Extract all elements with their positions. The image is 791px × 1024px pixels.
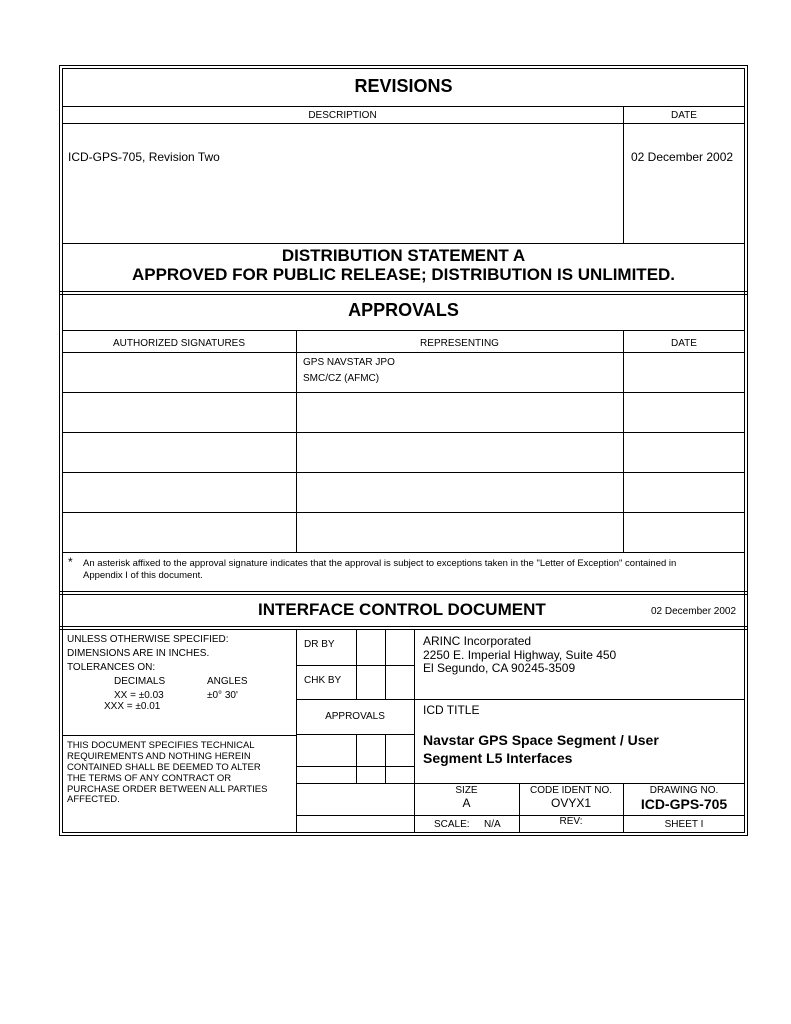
- divider: [296, 783, 414, 784]
- statement-line3: CONTAINED SHALL BE DEEMED TO ALTER: [67, 762, 261, 773]
- revision-entry-date: 02 December 2002: [631, 150, 734, 164]
- divider: [62, 352, 745, 353]
- drawing-number-label: DRAWING NO.: [649, 785, 719, 796]
- signature-row-divider: [62, 472, 745, 473]
- statement-line6: AFFECTED.: [67, 794, 120, 805]
- approvals-signatures-header: AUTHORIZED SIGNATURES: [112, 338, 246, 349]
- divider: [59, 626, 748, 627]
- chk-by-label: CHK BY: [304, 675, 342, 686]
- decimals-label: DECIMALS: [114, 676, 166, 687]
- statement-line2: REQUIREMENTS AND NOTHING HEREIN: [67, 751, 251, 762]
- divider: [59, 594, 748, 595]
- signature-row-divider: [62, 512, 745, 513]
- approvals-representing-header: REPRESENTING: [420, 338, 499, 349]
- divider: [414, 783, 745, 784]
- divider: [62, 330, 745, 331]
- divider: [296, 734, 414, 735]
- distribution-release-line: APPROVED FOR PUBLIC RELEASE; DISTRIBUTION IS UNLIMITED.: [131, 265, 676, 284]
- decimal-xx-tolerance: XX = ±0.03: [114, 690, 164, 701]
- icd-heading: INTERFACE CONTROL DOCUMENT: [258, 600, 546, 619]
- approvals-title: APPROVALS: [348, 300, 459, 320]
- representing-smc: SMC/CZ (AFMC): [303, 373, 380, 384]
- divider: [623, 330, 624, 552]
- divider: [623, 106, 624, 243]
- angles-label: ANGLES: [207, 676, 248, 687]
- signature-row-divider: [62, 392, 745, 393]
- approvals-date-header: DATE: [671, 338, 697, 349]
- size-label: SIZE: [455, 785, 478, 796]
- code-ident-value: OVYX1: [550, 796, 592, 810]
- approvals-label: APPROVALS: [325, 711, 385, 722]
- divider: [296, 665, 414, 666]
- statement-line4: THE TERMS OF ANY CONTRACT OR: [67, 773, 232, 784]
- divider: [385, 734, 386, 783]
- divider: [356, 629, 357, 699]
- company-address-line2: El Segundo, CA 90245-3509: [423, 661, 576, 675]
- signature-row-divider: [62, 432, 745, 433]
- divider: [296, 629, 297, 833]
- drawing-number-value: ICD-GPS-705: [640, 796, 728, 812]
- dr-by-label: DR BY: [304, 639, 335, 650]
- divider: [414, 699, 745, 700]
- icd-title-line2: Segment L5 Interfaces: [423, 750, 573, 766]
- divider: [296, 330, 297, 552]
- divider: [62, 735, 296, 736]
- sheet-label: SHEET I: [664, 819, 704, 830]
- company-name: ARINC Incorporated: [423, 634, 532, 648]
- decimal-xxx-tolerance: XXX = ±0.01: [104, 701, 161, 712]
- footnote-text-line1: An asterisk affixed to the approval signature indicates that the approval is subject to exceptions taken in the "Letter of Exception" contained in: [83, 558, 677, 569]
- statement-line5: PURCHASE ORDER BETWEEN ALL PARTIES: [67, 784, 268, 795]
- tolerance-note-line3: TOLERANCES ON:: [67, 662, 156, 673]
- footnote-asterisk: *: [68, 555, 73, 569]
- rev-label: REV:: [559, 816, 583, 827]
- revision-entry-description: ICD-GPS-705, Revision Two: [68, 150, 220, 164]
- divider: [59, 591, 748, 592]
- divider: [62, 123, 745, 124]
- divider: [62, 552, 745, 553]
- divider: [356, 734, 357, 783]
- revisions-title: REVISIONS: [354, 76, 453, 96]
- divider: [62, 106, 745, 107]
- icd-title-line1: Navstar GPS Space Segment / User: [423, 732, 659, 748]
- scale-label: SCALE:: [434, 819, 470, 830]
- statement-line1: THIS DOCUMENT SPECIFIES TECHNICAL: [67, 740, 255, 751]
- divider: [296, 766, 414, 767]
- scale-value: N/A: [484, 819, 501, 830]
- icd-date: 02 December 2002: [651, 606, 737, 617]
- angle-tolerance: ±0° 30': [207, 690, 238, 701]
- divider: [59, 629, 748, 630]
- revisions-date-header: DATE: [671, 110, 697, 121]
- revisions-description-header: DESCRIPTION: [308, 110, 377, 121]
- icd-title-label: ICD TITLE: [423, 703, 480, 717]
- divider: [385, 629, 386, 699]
- divider: [59, 291, 748, 292]
- divider: [59, 294, 748, 295]
- tolerance-note-line1: UNLESS OTHERWISE SPECIFIED:: [67, 634, 229, 645]
- size-value: A: [462, 796, 471, 810]
- tolerance-note-line2: DIMENSIONS ARE IN INCHES.: [67, 648, 210, 659]
- footnote-text-line2: Appendix I of this document.: [83, 570, 203, 581]
- representing-jpo: GPS NAVSTAR JPO: [303, 357, 395, 368]
- company-address-line1: 2250 E. Imperial Highway, Suite 450: [423, 648, 617, 662]
- divider: [62, 243, 745, 244]
- divider: [296, 699, 414, 700]
- code-ident-label: CODE IDENT NO.: [529, 785, 613, 796]
- distribution-statement: DISTRIBUTION STATEMENT A: [281, 246, 526, 265]
